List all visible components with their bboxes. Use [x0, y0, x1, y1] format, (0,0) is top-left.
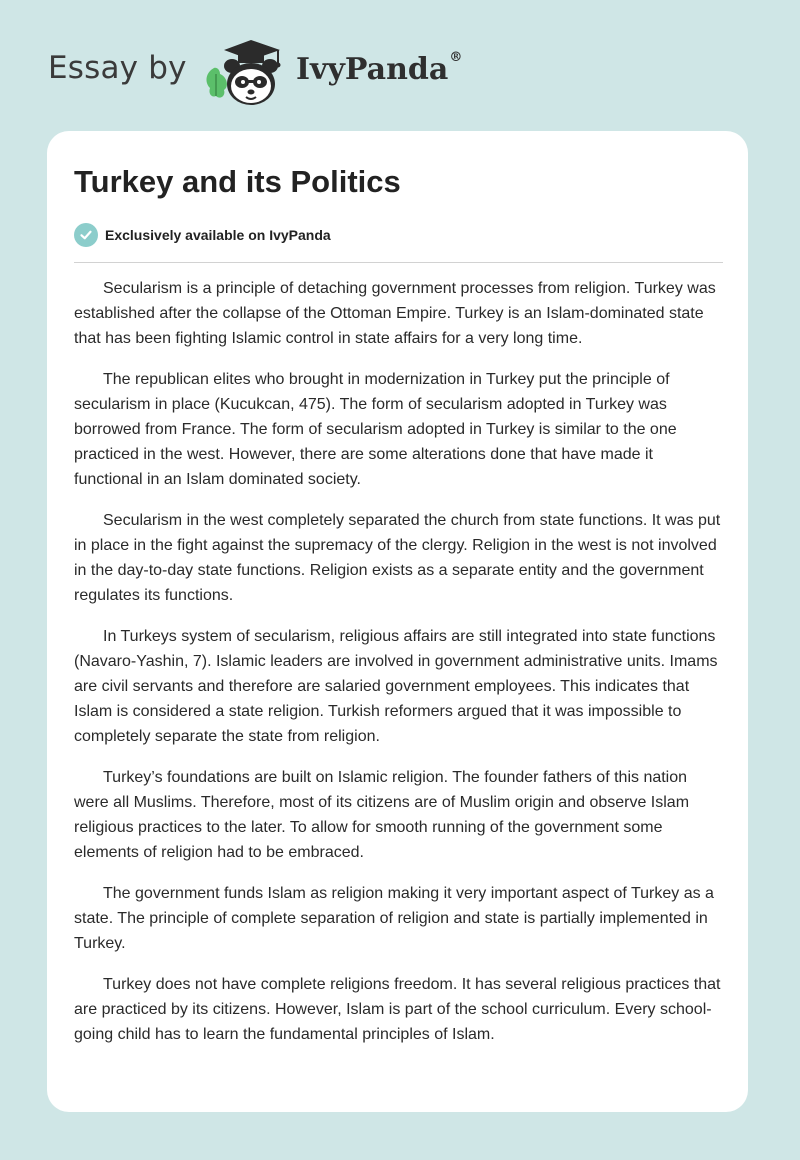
brand-name[interactable] [296, 52, 462, 87]
trademark-symbol: ® [449, 50, 463, 65]
essay-by-label: Essay by [48, 50, 187, 86]
brand-name-text: IvyPanda [296, 52, 449, 87]
paragraph: Secularism is a principle of detaching government processes from religion. Turkey was established after the collapse of the Ottoman Empire. Turkey is an Islam-dominated state that has been fighting Islamic control in state affairs for a very long time. [74, 280, 716, 347]
check-circle-icon [74, 223, 98, 247]
essay-card [47, 131, 748, 1112]
ivy-leaf-icon [207, 68, 227, 98]
site-header [0, 0, 800, 130]
paragraph: The government funds Islam as religion making it very important aspect of Turkey as a state. The principle of complete separation of religion and state is partially implemented in Turkey. [74, 885, 714, 952]
exclusive-badge [74, 222, 331, 248]
paragraph: The republican elites who brought in modernization in Turkey put the principle of secularism in place (Kucukcan, 475). The form of secularism adopted in Turkey was borrowed from France. The form of secularism adopted in Turkey is similar to the one practiced in the west. However, there are some alterations done that have made it functional in an Islam dominated society. [74, 371, 677, 488]
page-title: Turkey and its Politics [74, 164, 401, 199]
paragraph: Turkey’s foundations are built on Islamic religion. The founder fathers of this nation were all Muslims. Therefore, most of its citizens are of Muslim origin and observe Islam religious practices to the later. To allow for smooth running of the government some elements of religion had to be embraced. [74, 769, 690, 861]
paragraph: Turkey does not have complete religions freedom. It has several religious practices that are practiced by its citizens. However, Islam is part of the school curriculum. Every school-going child has to learn the fundamental principles of Islam. [74, 976, 721, 1043]
paragraph: In Turkeys system of secularism, religious affairs are still integrated into state functions (Navaro-Yashin, 7). Islamic leaders are involved in government administrative units. Imams are civil servants and therefore are salaried government employees. This indicates that Islam is considered a state religion. Turkish reformers argued that it was impossible to completely separate the state from religion. [74, 628, 718, 745]
paragraph: Secularism in the west completely separated the church from state functions. It was put in place in the fight against the supremacy of the clergy. Religion in the west is not involved in the day-to-day state functions. Religion exists as a separate entity and the government regulates its functions. [74, 512, 721, 604]
essay-body [74, 276, 723, 1063]
title-divider [74, 262, 723, 263]
exclusive-badge-label: Exclusively available on IvyPanda [105, 227, 331, 243]
panda-graduate-logo-icon[interactable] [200, 34, 292, 110]
